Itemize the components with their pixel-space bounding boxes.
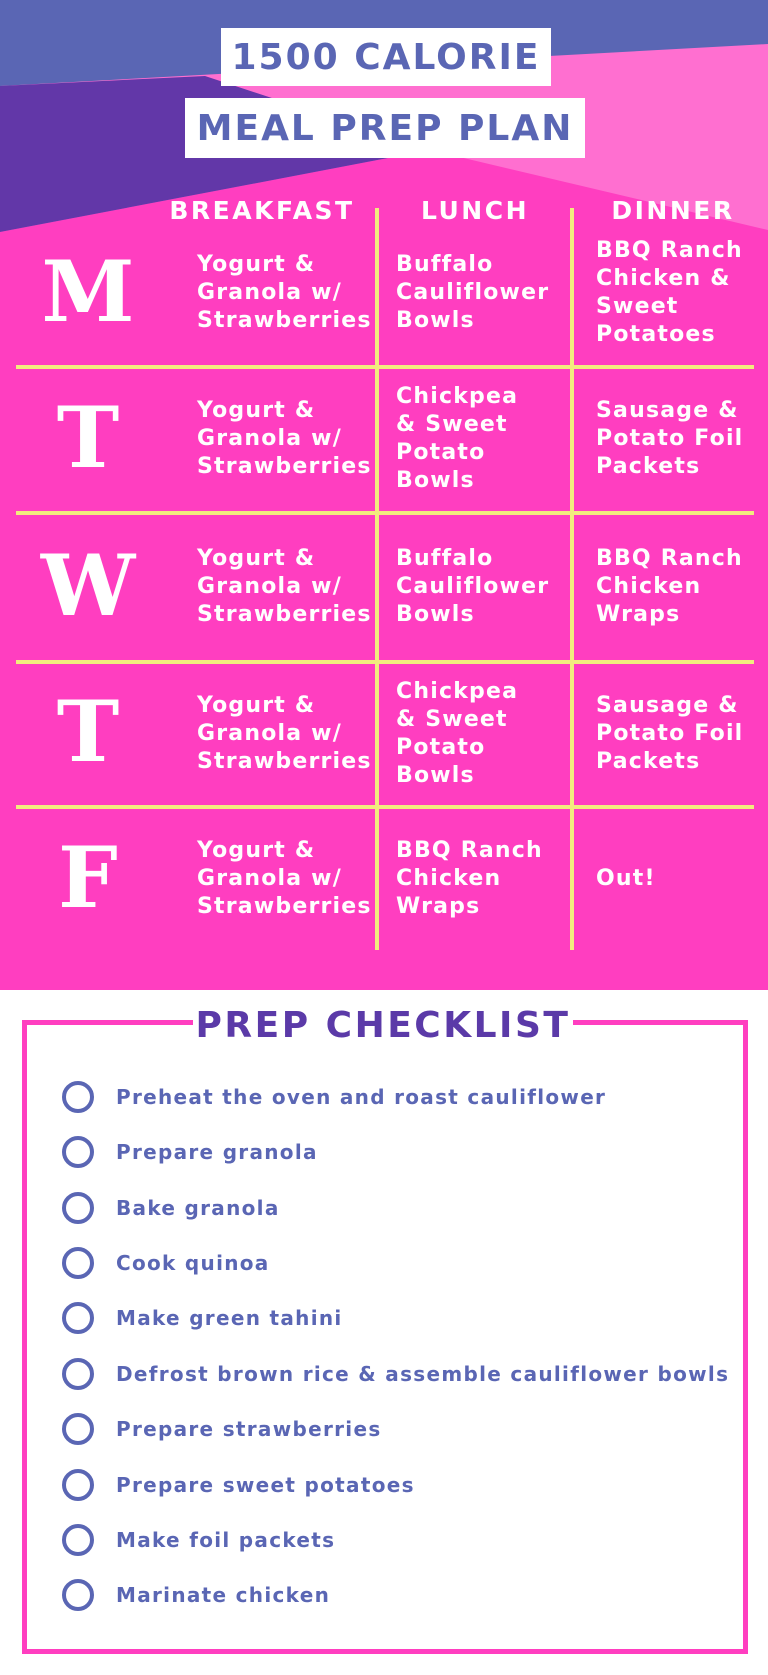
- lunch-cell: Buffalo Cauliflower Bowls: [396, 252, 550, 333]
- checklist-item-label: Make foil packets: [116, 1528, 336, 1552]
- grid-divider-horizontal: [16, 660, 754, 664]
- dinner-cell: BBQ Ranch Chicken & Sweet Potatoes: [596, 238, 743, 347]
- breakfast-cell: Yogurt & Granola w/ Strawberries: [197, 838, 372, 919]
- grid-divider-vertical: [375, 208, 379, 950]
- checkbox-circle-icon[interactable]: [62, 1413, 94, 1445]
- checklist-item[interactable]: [62, 1465, 415, 1505]
- checkbox-circle-icon[interactable]: [62, 1247, 94, 1279]
- grid-divider-horizontal: [16, 365, 754, 369]
- checklist-item[interactable]: [62, 1520, 335, 1560]
- checklist-item[interactable]: [62, 1575, 330, 1615]
- checklist-item[interactable]: [62, 1188, 280, 1228]
- dinner-cell: BBQ Ranch Chicken Wraps: [596, 546, 743, 627]
- grid-divider-horizontal: [16, 511, 754, 515]
- checklist-item[interactable]: [62, 1409, 382, 1449]
- lunch-cell: Chickpea & Sweet Potato Bowls: [396, 384, 519, 493]
- checkbox-circle-icon[interactable]: [62, 1081, 94, 1113]
- checklist-item[interactable]: [62, 1354, 729, 1394]
- dinner-cell: Sausage & Potato Foil Packets: [596, 398, 744, 479]
- checklist-item[interactable]: [62, 1077, 606, 1117]
- lunch-cell: Chickpea & Sweet Potato Bowls: [396, 679, 519, 788]
- lunch-cell: Buffalo Cauliflower Bowls: [396, 546, 550, 627]
- checklist-item-label: Prepare strawberries: [116, 1417, 382, 1441]
- column-header-dinner: DINNER: [611, 196, 735, 225]
- checkbox-circle-icon[interactable]: [62, 1524, 94, 1556]
- breakfast-cell: Yogurt & Granola w/ Strawberries: [197, 546, 372, 627]
- day-letter: F: [58, 828, 118, 927]
- checkbox-circle-icon[interactable]: [62, 1579, 94, 1611]
- grid-divider-vertical: [570, 208, 574, 950]
- checkbox-circle-icon[interactable]: [62, 1302, 94, 1334]
- column-header-lunch: LUNCH: [420, 196, 530, 225]
- breakfast-cell: Yogurt & Granola w/ Strawberries: [197, 252, 372, 333]
- title-line-1: 1500 CALORIE: [221, 28, 551, 86]
- day-letter: T: [56, 388, 120, 487]
- breakfast-cell: Yogurt & Granola w/ Strawberries: [197, 398, 372, 479]
- checklist-item-label: Bake granola: [116, 1196, 280, 1220]
- checkbox-circle-icon[interactable]: [62, 1469, 94, 1501]
- checklist-item-label: Prepare granola: [116, 1140, 318, 1164]
- checklist-title: PREP CHECKLIST: [193, 996, 573, 1056]
- grid-divider-horizontal: [16, 805, 754, 809]
- checklist-item-label: Preheat the oven and roast cauliflower: [116, 1085, 607, 1109]
- checkbox-circle-icon[interactable]: [62, 1358, 94, 1390]
- title-line-2: MEAL PREP PLAN: [185, 98, 585, 158]
- dinner-cell: Out!: [596, 866, 656, 891]
- checklist-item[interactable]: [62, 1298, 343, 1338]
- checklist-item-label: Cook quinoa: [116, 1251, 270, 1275]
- lunch-cell: BBQ Ranch Chicken Wraps: [396, 838, 543, 919]
- dinner-cell: Sausage & Potato Foil Packets: [596, 693, 744, 774]
- checklist-item-label: Prepare sweet potatoes: [116, 1473, 415, 1497]
- day-letter: W: [40, 536, 136, 635]
- checklist-item-label: Make green tahini: [116, 1306, 343, 1330]
- checklist-item-label: Defrost brown rice & assemble cauliflower bowls: [116, 1362, 730, 1386]
- checklist-item[interactable]: [62, 1243, 270, 1283]
- column-header-breakfast: BREAKFAST: [169, 196, 355, 225]
- day-letter: M: [41, 242, 135, 341]
- day-letter: T: [56, 682, 120, 781]
- checklist-item-label: Marinate chicken: [116, 1583, 331, 1607]
- breakfast-cell: Yogurt & Granola w/ Strawberries: [197, 693, 372, 774]
- checkbox-circle-icon[interactable]: [62, 1136, 94, 1168]
- checkbox-circle-icon[interactable]: [62, 1192, 94, 1224]
- checklist-item[interactable]: [62, 1132, 318, 1172]
